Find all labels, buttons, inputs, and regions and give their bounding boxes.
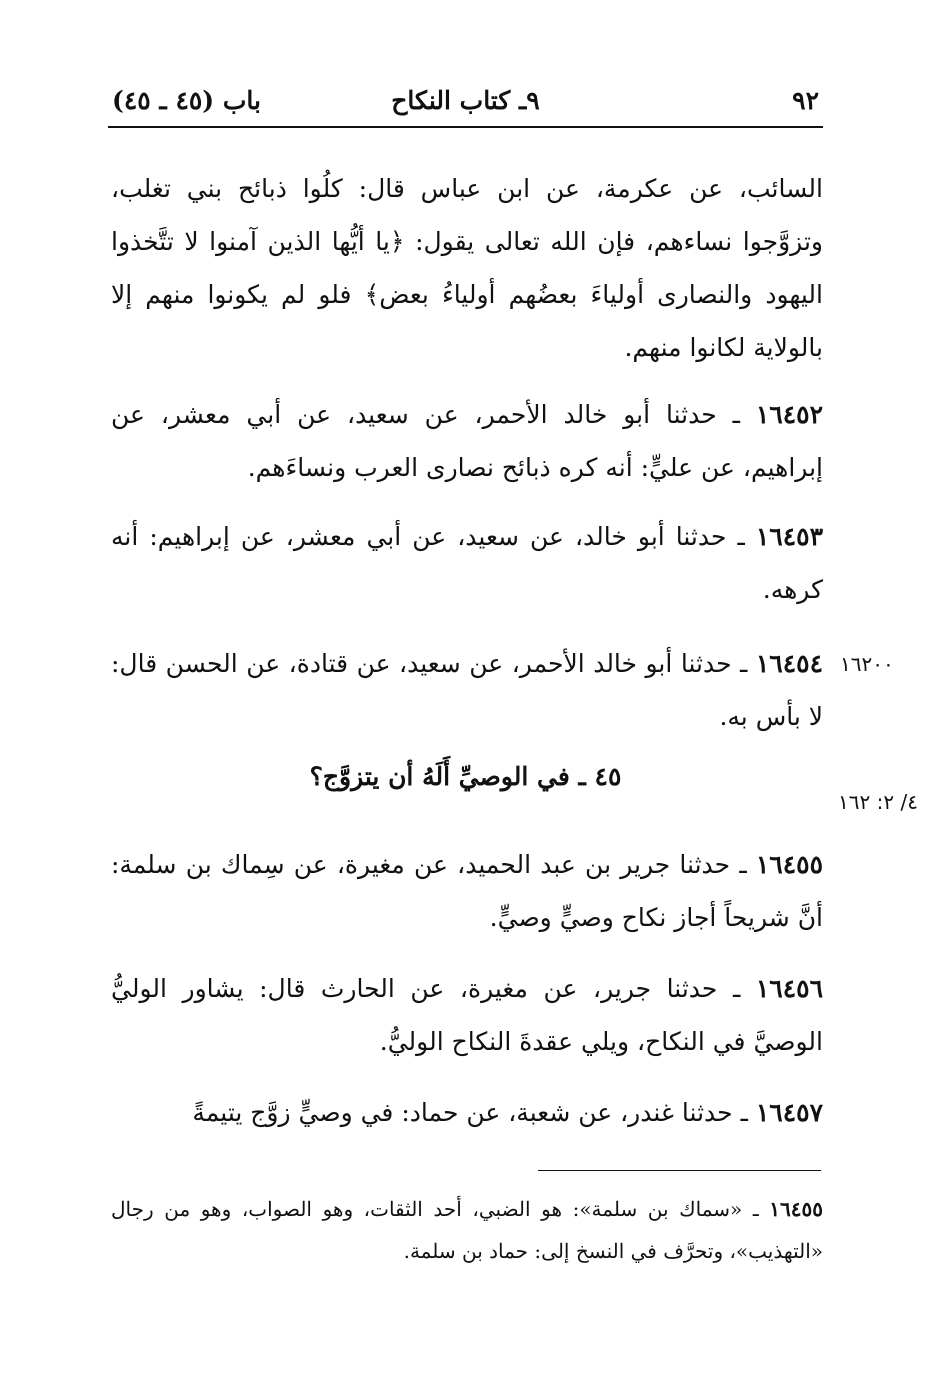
- hadith-16455: [111, 838, 823, 944]
- footnote-number: ١٦٤٥٥: [769, 1197, 823, 1221]
- hadith-number: ١٦٤٥٤: [755, 649, 823, 678]
- hadith-16456: [111, 962, 823, 1068]
- hadith-number: ١٦٤٥٦: [755, 974, 823, 1003]
- hadith-text: ـ حدثنا جرير، عن مغيرة، عن الحارث قال: يشاور الوليُّ الوصيَّ في النكاح، ويلي عقدةَ النكاح الوليُّ.: [111, 974, 823, 1056]
- hadith-text: ـ حدثنا جرير بن عبد الحميد، عن مغيرة، عن سِماك بن سلمة: أنَّ شريحاً أجاز نكاح وصيٍّ وصيٍّ.: [111, 850, 823, 932]
- hadith-text: ـ حدثنا أبو خالد الأحمر، عن سعيد، عن قتادة، عن الحسن قال: لا بأس به.: [111, 649, 823, 731]
- hadith-16453: [111, 510, 823, 616]
- hadith-16457: [111, 1086, 823, 1139]
- footnote-divider: [538, 1170, 821, 1171]
- hadith-text: ـ حدثنا أبو خالد، عن سعيد، عن أبي معشر، عن إبراهيم: أنه كرهه.: [111, 522, 823, 604]
- running-header: [108, 78, 823, 128]
- paragraph-text: السائب، عن عكرمة، عن ابن عباس قال: كلُوا ذبائح بني تغلب، وتزوَّجوا نساءهم، فإن الله تعالى يقول: ﴿يا أيُّها الذين آمنوا لا تتَّخذوا اليهود والنصارى أولياءَ بعضُهم أولياءُ بعض﴾ فلو لم يكونوا منهم إلا بالولاية لكانوا منهم.: [111, 174, 823, 362]
- hadith-number: ١٦٤٥٧: [755, 1098, 823, 1127]
- footnote-text: ـ «سماك بن سلمة»: هو الضبي، أحد الثقات، وهو الصواب، وهو من رجال «التهذيب»، وتحرَّف في النسخ إلى: حماد بن سلمة.: [111, 1197, 823, 1263]
- hadith-16454: [111, 637, 823, 743]
- hadith-number: ١٦٤٥٣: [755, 522, 823, 551]
- hadith-text: ـ حدثنا أبو خالد الأحمر، عن سعيد، عن أبي معشر، عن إبراهيم، عن عليٍّ: أنه كره ذبائح نصارى العرب ونساءَهم.: [111, 400, 823, 482]
- page-number: ٩٢: [792, 86, 819, 115]
- hadith-text: ـ حدثنا غندر، عن شعبة، عن حماد: في وصيٍّ زوَّج يتيمةً: [192, 1098, 756, 1127]
- book-title: ٩ـ كتاب النكاح: [391, 86, 540, 115]
- footnote: [111, 1188, 823, 1272]
- section-heading: ٤٥ ـ في الوصيِّ أَلَهُ أن يتزوَّج؟: [309, 762, 622, 791]
- hadith-number: ١٦٤٥٥: [755, 850, 823, 879]
- hadith-16452: [111, 388, 823, 494]
- margin-note-volume: ٤/ ٢: ١٦٢: [838, 790, 918, 814]
- chapter-range: باب (٤٥ ـ ٤٥): [112, 86, 261, 115]
- hadith-number: ١٦٤٥٢: [755, 400, 823, 429]
- margin-note-reference: ١٦٢٠٠: [840, 652, 894, 676]
- paragraph-continuation: [111, 162, 823, 374]
